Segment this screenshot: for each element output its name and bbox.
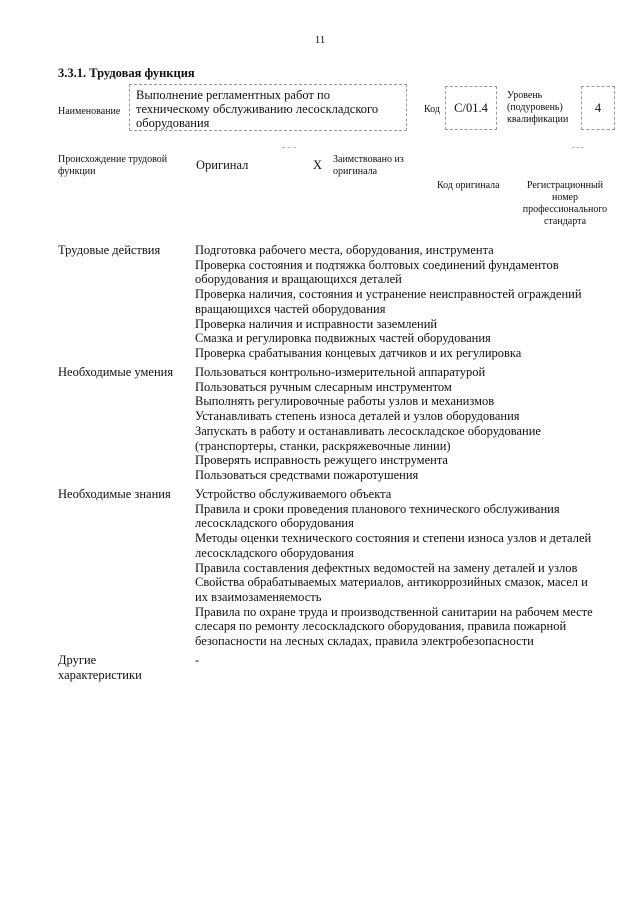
list-item: оборудования и вращающихся деталей [195, 272, 402, 287]
page-number: 11 [314, 34, 326, 46]
level-label [507, 90, 579, 126]
origin-original: Оригинал [196, 158, 249, 172]
list-item: Проверка срабатывания концевых датчиков и их регулировка [195, 345, 522, 360]
original-code-label: Код оригинала [437, 180, 500, 191]
list-item: Проверка состояния и подтяжка болтовых соединений фундаментов [195, 257, 559, 272]
function-name-line: Выполнение регламентных работ по [136, 88, 330, 102]
list-item: (транспортеры, станки, раскряжевочные линии) [195, 438, 451, 453]
list-item: Выполнять регулировочные работы узлов и механизмов [195, 394, 495, 409]
list-item: Проверка наличия и исправности заземлений [195, 316, 438, 331]
list-item: лесоскладского оборудования [195, 516, 354, 531]
skills-list [195, 365, 611, 483]
section-title: 3.3.1. Трудовая функция [58, 66, 195, 80]
list-item: Проверять исправность режущего инструмента [195, 453, 448, 468]
list-item: Свойства обрабатываемых материалов, антикоррозийных смазок, масел и [195, 575, 588, 590]
list-item: Пользоваться контрольно-измерительной аппаратурой [195, 365, 486, 379]
borrowed-label-line: оригинала [333, 166, 378, 177]
reg-number-label-line: номер [552, 192, 578, 203]
list-item: Проверка наличия, состояния и устранение неисправностей ограждений [195, 287, 582, 302]
list-item: Устанавливать степень износа деталей и узлов оборудования [195, 409, 520, 424]
reg-number-label-line: Регистрационный [526, 180, 604, 191]
origin-divider [572, 147, 584, 148]
origin-label-line: функции [58, 166, 96, 177]
labor-actions-label: Трудовые действия [58, 243, 161, 257]
level-label-line: Уровень [507, 90, 543, 101]
knowledge-label: Необходимые знания [58, 487, 171, 501]
level-label-line: (подуровень) [507, 102, 563, 113]
labor-actions-list [195, 243, 611, 361]
level-label-line: квалификации [507, 114, 569, 125]
list-item: лесоскладского оборудования [195, 545, 354, 560]
list-item: безопасности на лесных складах, правила электробезопасности [195, 634, 534, 649]
skills-label: Необходимые умения [58, 365, 174, 379]
level-value: 4 [594, 100, 602, 115]
reg-number-label-line: профессионального [522, 204, 608, 215]
other-characteristics-value: - [195, 653, 200, 667]
function-name-line: техническому обслуживанию лесоскладского [136, 102, 379, 116]
list-item: Подготовка рабочего места, оборудования, инструмента [195, 243, 494, 257]
list-item: Правила и сроки проведения планового технического обслуживания [195, 501, 560, 516]
code-value-box [445, 86, 497, 130]
code-label: Код [424, 104, 440, 115]
function-name-line: оборудования [136, 116, 210, 130]
reg-number-label-line: стандарта [543, 216, 587, 227]
other-characteristics-label [58, 653, 178, 682]
list-item: Методы оценки технического состояния и степени износа узлов и деталей [195, 531, 592, 546]
knowledge-list [195, 487, 611, 649]
other-label-line: характеристики [58, 667, 142, 682]
borrowed-label [333, 154, 423, 178]
list-item: Смазка и регулировка подвижных частей оборудования [195, 331, 491, 346]
list-item: вращающихся частей оборудования [195, 301, 386, 316]
origin-mark: X [313, 158, 323, 172]
list-item: Пользоваться средствами пожаротушения [195, 467, 419, 482]
function-name-box [129, 84, 407, 131]
list-item: Правила составления дефектных ведомостей на замену деталей и узлов [195, 560, 578, 575]
other-label-line: Другие [58, 653, 97, 667]
code-value: C/01.4 [454, 100, 488, 115]
origin-label [58, 154, 188, 178]
reg-number-label [512, 180, 618, 228]
origin-label-line: Происхождение трудовой [58, 154, 168, 165]
name-label: Наименование [58, 106, 121, 117]
list-item: Устройство обслуживаемого объекта [195, 487, 392, 501]
list-item: Правила по охране труда и производственной санитарии на рабочем месте [195, 604, 593, 619]
list-item: их взаимозаменяемость [195, 589, 322, 604]
borrowed-label-line: Заимствовано из [333, 154, 404, 165]
list-item: Пользоваться ручным слесарным инструментом [195, 379, 452, 394]
list-item: Запускать в работу и останавливать лесоскладское оборудование [195, 423, 541, 438]
list-item: слесаря по ремонту лесоскладского оборудования, правила пожарной [195, 619, 567, 634]
origin-divider [282, 147, 296, 148]
level-value-box [581, 86, 615, 130]
